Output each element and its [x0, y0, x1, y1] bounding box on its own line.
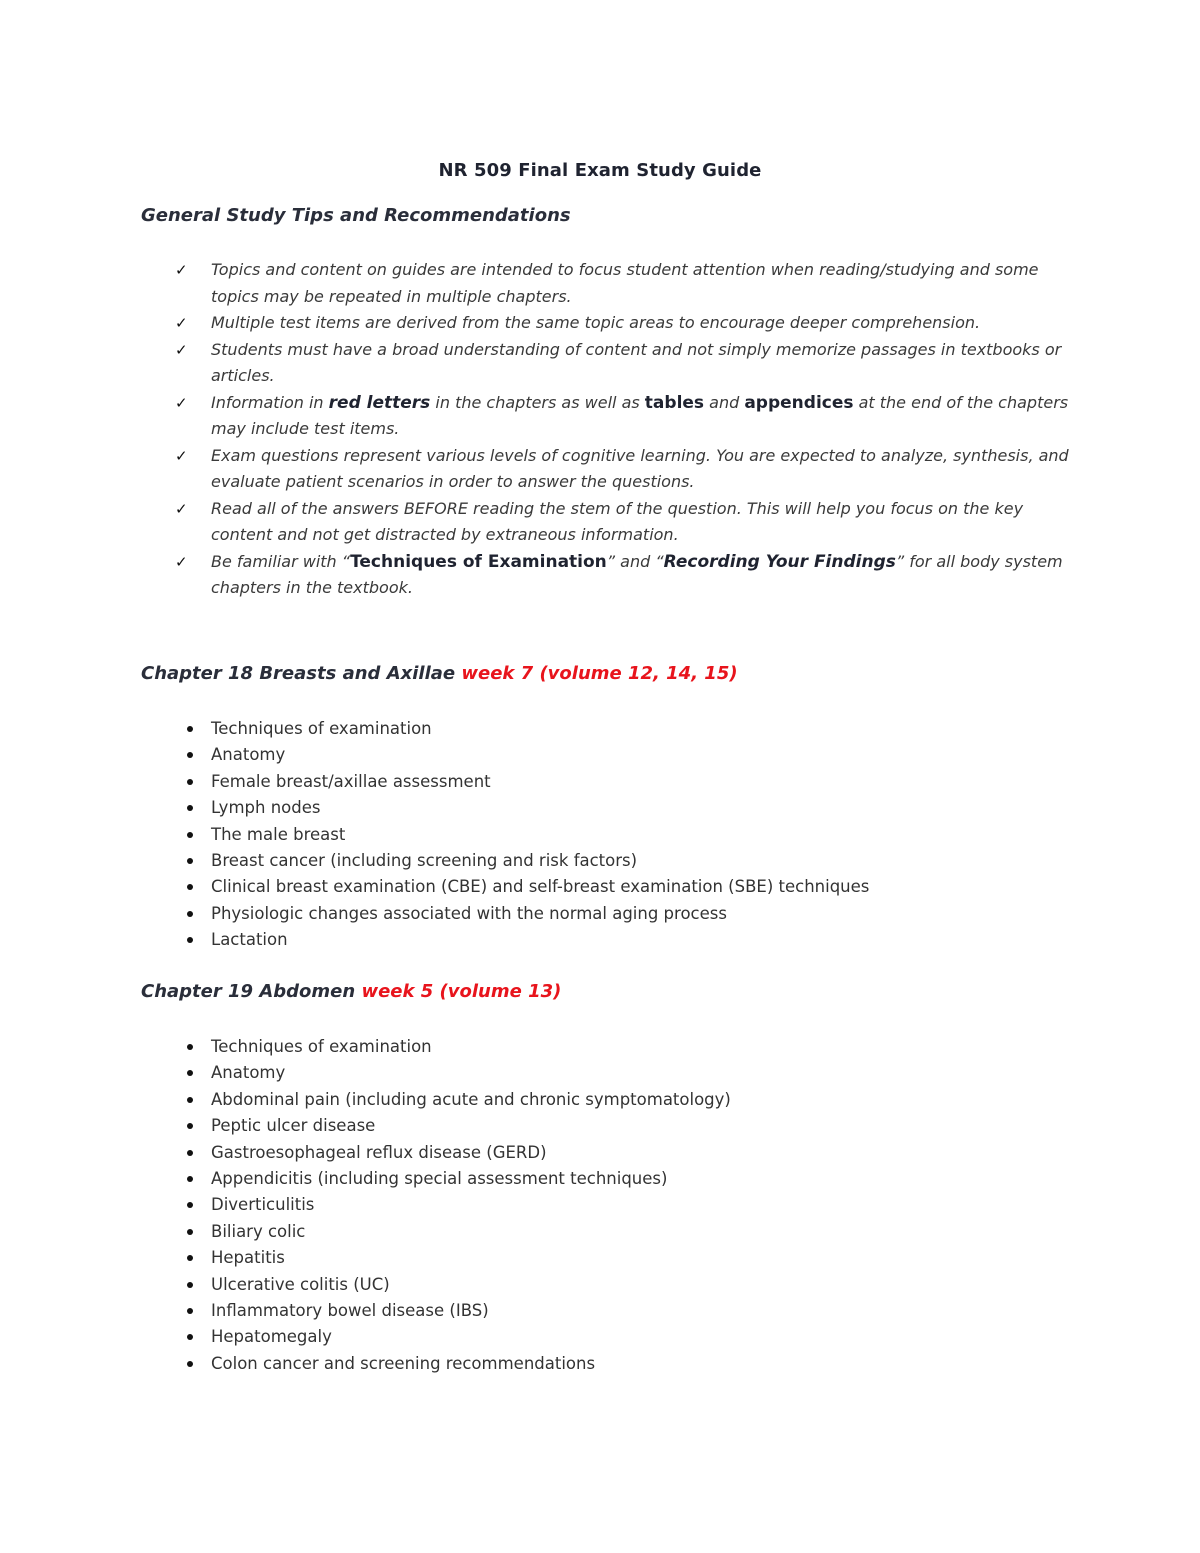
list-item: Breast cancer (including screening and risk factors) [186, 848, 1086, 874]
list-item: Biliary colic [186, 1219, 1086, 1245]
list-item: Physiologic changes associated with the normal aging process [186, 901, 1086, 927]
list-item: Lactation [186, 927, 1086, 953]
bullet-icon [187, 726, 193, 732]
chapter-19-heading: Chapter 19 Abdomen week 5 (volume 13) [141, 981, 562, 1002]
chapter-18-week: week 7 (volume 12, 14, 15) [461, 663, 738, 684]
list-item: ✓ Students must have a broad understanding of content and not simply memorize passages in textbooks or articles. [175, 337, 1075, 390]
list-item: Diverticulitis [186, 1192, 1086, 1218]
check-icon: ✓ [175, 340, 188, 359]
bullet-icon [187, 911, 193, 917]
list-item: Colon cancer and screening recommendations [186, 1351, 1086, 1377]
bullet-icon [187, 1044, 193, 1050]
study-tips-list [175, 257, 1075, 602]
list-item: ✓ Multiple test items are derived from the same topic areas to encourage deeper comprehension. [175, 310, 1075, 337]
bullet-icon [187, 1229, 193, 1235]
bullet-icon [187, 884, 193, 890]
tables-emphasis: tables [644, 392, 705, 413]
bullet-icon [187, 1150, 193, 1156]
list-item: Anatomy [186, 1060, 1086, 1086]
bullet-icon [187, 858, 193, 864]
check-icon: ✓ [175, 552, 188, 571]
list-item: Peptic ulcer disease [186, 1113, 1086, 1139]
document-title: NR 509 Final Exam Study Guide [438, 160, 762, 181]
appendices-emphasis: appendices [744, 392, 854, 413]
list-item: Hepatitis [186, 1245, 1086, 1271]
bullet-icon [187, 832, 193, 838]
list-item: Techniques of examination [186, 1034, 1086, 1060]
findings-emphasis: Recording Your Findings [663, 551, 896, 572]
bullet-icon [187, 1308, 193, 1314]
list-item: ✓ Information in red letters in the chapters as well as tables and appendices at the end of the chapters may include test items. [175, 390, 1075, 443]
list-item: Hepatomegaly [186, 1324, 1086, 1350]
bullet-icon [187, 1334, 193, 1340]
bullet-icon [187, 1282, 193, 1288]
bullet-icon [187, 1255, 193, 1261]
bullet-icon [187, 1202, 193, 1208]
list-item: Clinical breast examination (CBE) and self-breast examination (SBE) techniques [186, 874, 1086, 900]
chapter-18-heading: Chapter 18 Breasts and Axillae week 7 (volume 12, 14, 15) [141, 663, 738, 684]
chapter-19-week: week 5 (volume 13) [361, 981, 562, 1002]
bullet-icon [187, 805, 193, 811]
list-item: Anatomy [186, 742, 1086, 768]
red-letters-emphasis: red letters [328, 392, 431, 413]
check-icon: ✓ [175, 499, 188, 518]
list-item: Female breast/axillae assessment [186, 769, 1086, 795]
list-item: Lymph nodes [186, 795, 1086, 821]
bullet-icon [187, 1361, 193, 1367]
list-item: Appendicitis (including special assessment techniques) [186, 1166, 1086, 1192]
check-icon: ✓ [175, 314, 188, 332]
bullet-icon [187, 1097, 193, 1103]
check-icon: ✓ [175, 261, 188, 279]
list-item: ✓ Exam questions represent various levels of cognitive learning. You are expected to analyze, synthesis, and evaluate patient scenarios in order to answer the questions. [175, 443, 1075, 496]
list-item: Techniques of examination [186, 716, 1086, 742]
bullet-icon [187, 1176, 193, 1182]
bullet-icon [187, 937, 193, 943]
list-item: ✓ Topics and content on guides are intended to focus student attention when reading/studying and some topics may be repeated in multiple chapters. [175, 257, 1075, 310]
list-item: Abdominal pain (including acute and chronic symptomatology) [186, 1087, 1086, 1113]
list-item: Ulcerative colitis (UC) [186, 1272, 1086, 1298]
chapter-18-topic-list [186, 716, 1086, 954]
bullet-icon [187, 779, 193, 785]
list-item: ✓ Read all of the answers BEFORE reading the stem of the question. This will help you focus on the key content and not get distracted by extraneous information. [175, 496, 1075, 549]
study-tips-heading: General Study Tips and Recommendations [141, 205, 571, 226]
list-item: Inflammatory bowel disease (IBS) [186, 1298, 1086, 1324]
bullet-icon [187, 1123, 193, 1129]
bullet-icon [187, 1070, 193, 1076]
list-item: Gastroesophageal reflux disease (GERD) [186, 1140, 1086, 1166]
list-item: The male breast [186, 822, 1086, 848]
check-icon: ✓ [175, 446, 188, 465]
techniques-emphasis: Techniques of Examination [350, 551, 607, 572]
list-item: ✓ Be familiar with “Techniques of Examination” and “Recording Your Findings” for all body system chapters in the textbook. [175, 549, 1075, 602]
check-icon: ✓ [175, 393, 188, 412]
chapter-19-topic-list [186, 1034, 1086, 1377]
bullet-icon [187, 752, 193, 758]
